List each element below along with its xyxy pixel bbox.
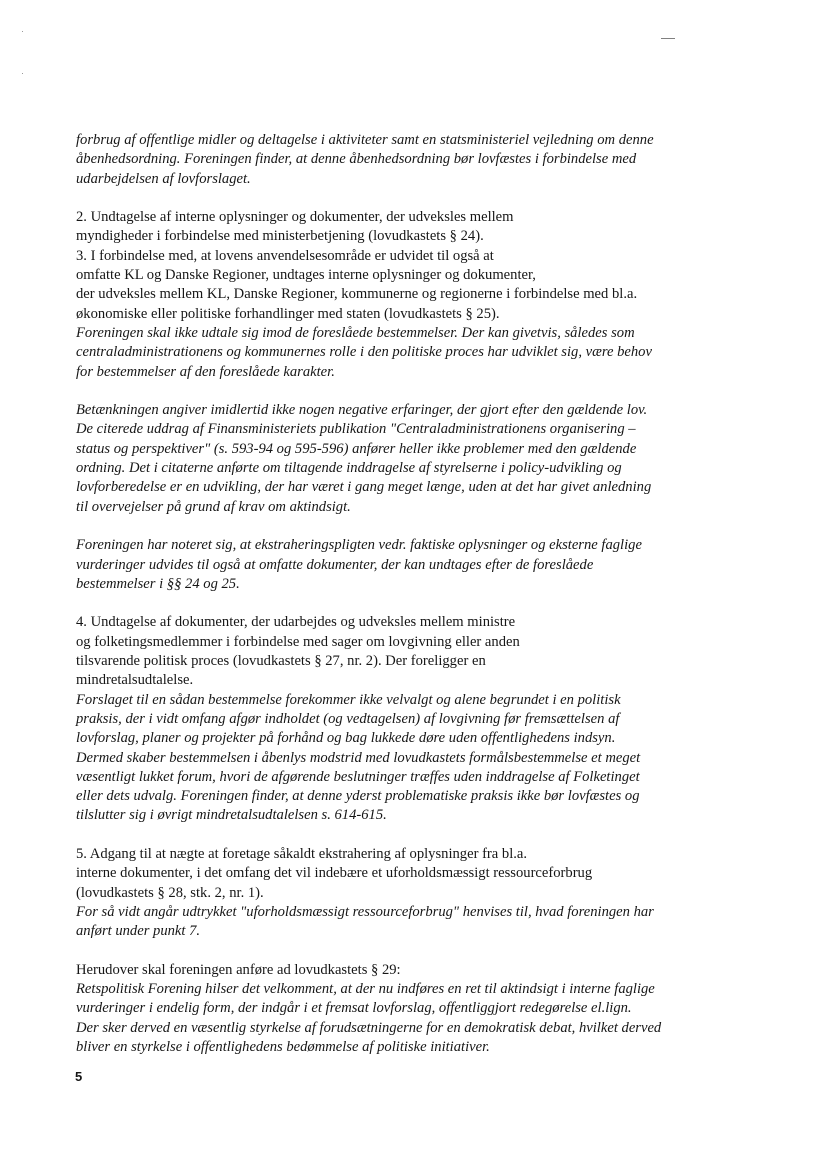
comment-line: praksis, der i vidt omfang afgør indholdet (og vedtagelsen) af lovgivning før fremsættelsen af [76,710,620,727]
text-line: bestemmelser i §§ 24 og 25. [76,575,240,592]
section-points-2-3 [76,208,766,382]
scan-speck [22,73,23,74]
text-line: lovforberedelse er en udvikling, der har været i gang meget længe, uden at det har givet anledning [76,479,652,496]
text-line: Herudover skal foreningen anføre ad lovudkastets § 29: [76,961,401,978]
comment-line: Der sker derved en væsentlig styrkelse af forudsætningerne for en demokratisk debat, hvilket derved [76,1019,662,1036]
comment-line: Retspolitisk Forening hilser det velkomment, at der nu indføres en ret til aktindsigt i interne faglige [76,981,655,998]
text-line: tilsvarende politisk proces (lovudkastets § 27, nr. 2). Der foreligger en [76,653,486,670]
comment-line: bliver en styrkelse i offentlighedens bedømmelse af politiske initiativer. [76,1038,490,1055]
comment-line: tilslutter sig i øvrigt mindretalsudtalelsen s. 614-615. [76,807,387,824]
text-line: 2. Undtagelse af interne oplysninger og dokumenter, der udveksles mellem [76,209,514,226]
text-line: forbrug af offentlige midler og deltagelse i aktiviteter samt en statsministeriel vejledning om denne [76,132,654,148]
section-point-4 [76,613,766,825]
text-line: der udveksles mellem KL, Danske Regioner, kommunerne og regionerne i forbindelse med bl.a. [76,286,638,303]
text-line: vurderinger udvides til også at omfatte dokumenter, der kan undtages efter de foreslåede [76,556,594,573]
paragraph-betaenkningen [76,401,766,517]
comment-line: centraladministrationens og kommunernes rolle i den politiske proces har udviklet sig, være behov [76,344,652,361]
text-line: De citerede uddrag af Finansministeriets publikation "Centraladministrationens organisering – [76,421,636,438]
text-line: 5. Adgang til at nægte at foretage såkaldt ekstrahering af oplysninger fra bl.a. [76,845,528,862]
text-line: og folketingsmedlemmer i forbindelse med sager om lovgivning eller anden [76,633,520,650]
paragraph-intro-continuation [76,131,766,189]
text-line: interne dokumenter, i det omfang det vil indebære et uforholdsmæssigt ressourceforbrug [76,865,593,882]
text-line: omfatte KL og Danske Regioner, undtages interne oplysninger og dokumenter, [76,267,536,284]
scan-speck [22,31,23,32]
text-line: status og perspektiver" (s. 593-94 og 595-596) anfører heller ikke problemer med den gældende [76,440,637,457]
text-line: (lovudkastets § 28, stk. 2, nr. 1). [76,884,264,901]
text-line: Foreningen har noteret sig, at ekstraheringspligten vedr. faktiske oplysninger og eksterne faglige [76,537,642,554]
comment-line: lovforslag, planer og projekter på forhånd og bag lukkede døre uden offentlighedens indsyn. [76,730,616,747]
scan-mark [661,38,675,39]
text-line: myndigheder i forbindelse med ministerbetjening (lovudkastets § 24). [76,228,484,245]
text-line: udarbejdelsen af lovforslaget. [76,170,251,187]
text-line: Betænkningen angiver imidlertid ikke nogen negative erfaringer, der gjort efter den gældende lov. [76,402,648,419]
comment-line: For så vidt angår udtrykket "uforholdsmæssigt ressourceforbrug" henvises til, hvad foreningen har [76,903,654,920]
comment-line: vurderinger i endelig form, der indgår i et fremsat lovforslag, offentliggjort redegørelse el.lign. [76,1000,632,1017]
comment-line: eller dets udvalg. Foreningen finder, at denne yderst problematiske praksis ikke bør lovfæstes og [76,788,640,805]
comment-line: Foreningen skal ikke udtale sig imod de foreslåede bestemmelser. Der kan givetvis, således som [76,324,635,341]
text-line: ordning. Det i citaterne anførte om tiltagende inddragelse af styrelserne i policy-udvikling og [76,460,622,477]
text-line: 3. I forbindelse med, at lovens anvendelsesområde er udvidet til også at [76,247,494,264]
comment-line: Forslaget til en sådan bestemmelse forekommer ikke velvalgt og alene begrundet i en politisk [76,691,621,708]
text-line: mindretalsudtalelse. [76,672,194,689]
text-line: til overvejelser på grund af krav om aktindsigt. [76,498,351,515]
comment-line: anført under punkt 7. [76,923,201,940]
comment-line: for bestemmelser af den foreslåede karakter. [76,363,335,380]
section-point-5 [76,845,766,941]
text-line: økonomiske eller politiske forhandlinger med staten (lovudkastets § 25). [76,305,500,322]
text-line: 4. Undtagelse af dokumenter, der udarbejdes og udveksles mellem ministre [76,614,516,631]
text-line: åbenhedsordning. Foreningen finder, at denne åbenhedsordning bør lovfæstes i forbindelse med [76,151,637,168]
section-paragraph-29 [76,961,766,1057]
comment-line: Dermed skaber bestemmelsen i åbenlys modstrid med lovudkastets formålsbestemmelse et meget [76,749,641,766]
comment-line: væsentligt lukket forum, hvori de afgørende beslutninger træffes uden inddragelse af Folketinget [76,768,640,785]
body-text [76,131,766,1057]
page-number: 5 [75,1069,83,1084]
paragraph-ekstraheringspligt [76,536,766,594]
